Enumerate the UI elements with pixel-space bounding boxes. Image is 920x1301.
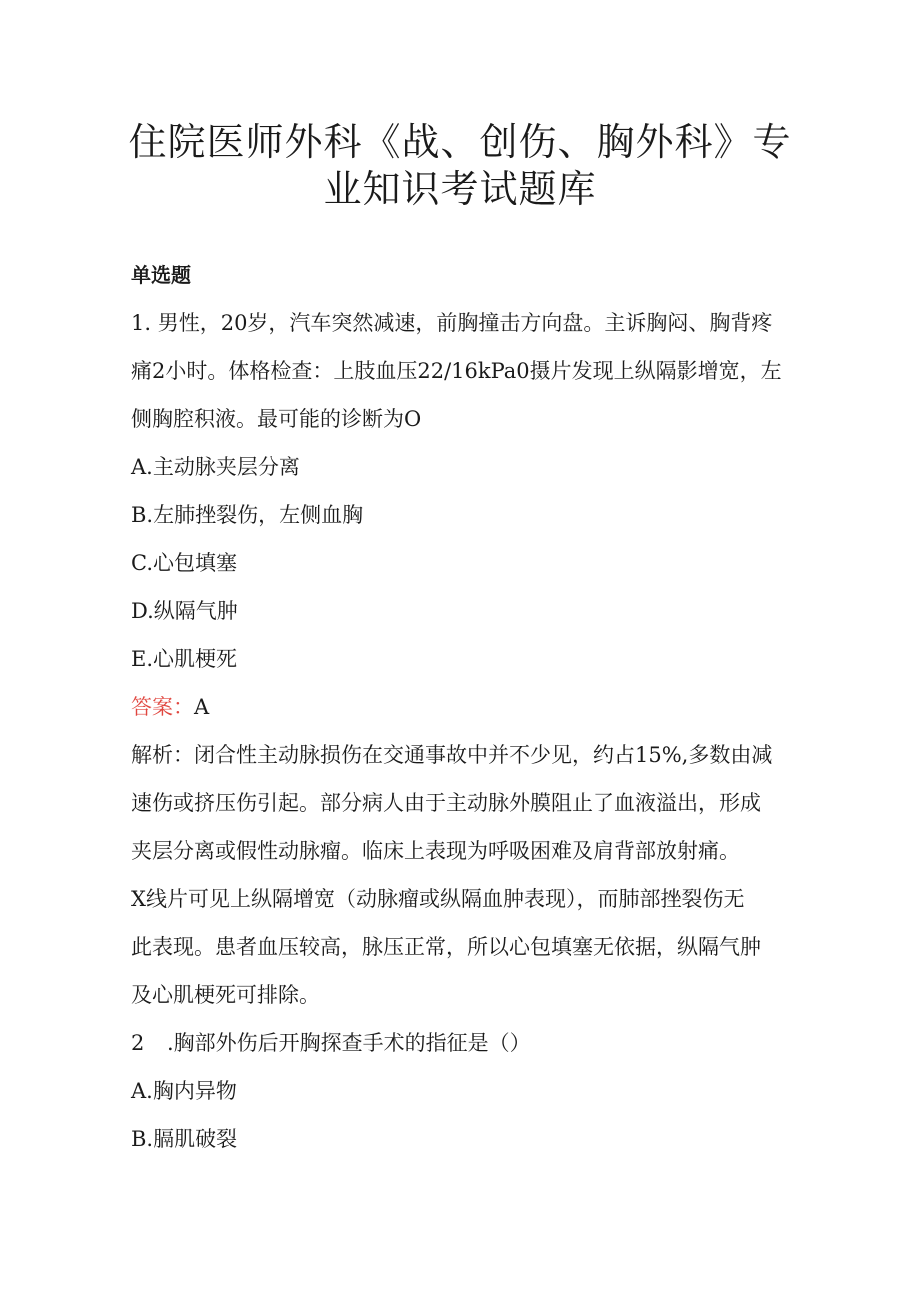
q1-analysis-line-2: 速伤或挤压伤引起。部分病人由于主动脉外膜阻止了血液溢出，形成 [131,791,761,815]
q1-option-c: C.心包填塞 [131,551,237,575]
q1-option-d: D.纵隔气肿 [131,599,238,623]
q1-analysis-line-1: 解析：闭合性主动脉损伤在交通事故中并不少见，约占15%,多数由减 [131,743,773,767]
q2-stem-text: .胸部外伤后开胸探查手术的指征是（） [167,1031,531,1055]
q2-option-a: A.胸内异物 [131,1079,237,1103]
title-line-1: 住院医师外科《战、创伤、胸外科》专 [128,120,792,164]
q1-option-e: E.心肌梗死 [131,647,238,671]
q2-stem [131,1029,531,1057]
q1-option-b: B.左肺挫裂伤，左侧血胸 [131,503,364,527]
q1-analysis-line-5: 此表现。患者血压较高，脉压正常，所以心包填塞无依据，纵隔气肿 [131,935,761,959]
answer-label: 答案： [131,695,194,719]
q1-analysis-line-6: 及心肌梗死可排除。 [131,983,320,1007]
q1-answer [131,693,209,721]
q1-analysis-line-3: 夹层分离或假性动脉瘤。临床上表现为呼吸困难及肩背部放射痛。 [131,839,740,863]
q1-analysis-line-4: X线片可见上纵隔增宽（动脉瘤或纵隔血肿表现），而肺部挫裂伤无 [131,887,745,911]
answer-value: A [194,695,210,719]
q2-number: 2 [131,1031,145,1055]
title-line-2: 业知识考试题库 [323,167,597,211]
section-heading: 单选题 [131,263,191,287]
q1-stem-line-3: 侧胸腔积液。最可能的诊断为O [131,407,422,431]
q1-stem-line-1: 1. 男性，20岁，汽车突然减速，前胸撞击方向盘。主诉胸闷、胸背疼 [131,311,773,335]
q1-option-a: A.主动脉夹层分离 [131,455,300,479]
q1-stem-line-2: 痛2小时。体格检查：上肢血压22/16kPa0摄片发现上纵隔影增宽，左 [131,359,782,383]
q2-option-b: B.膈肌破裂 [131,1127,238,1151]
